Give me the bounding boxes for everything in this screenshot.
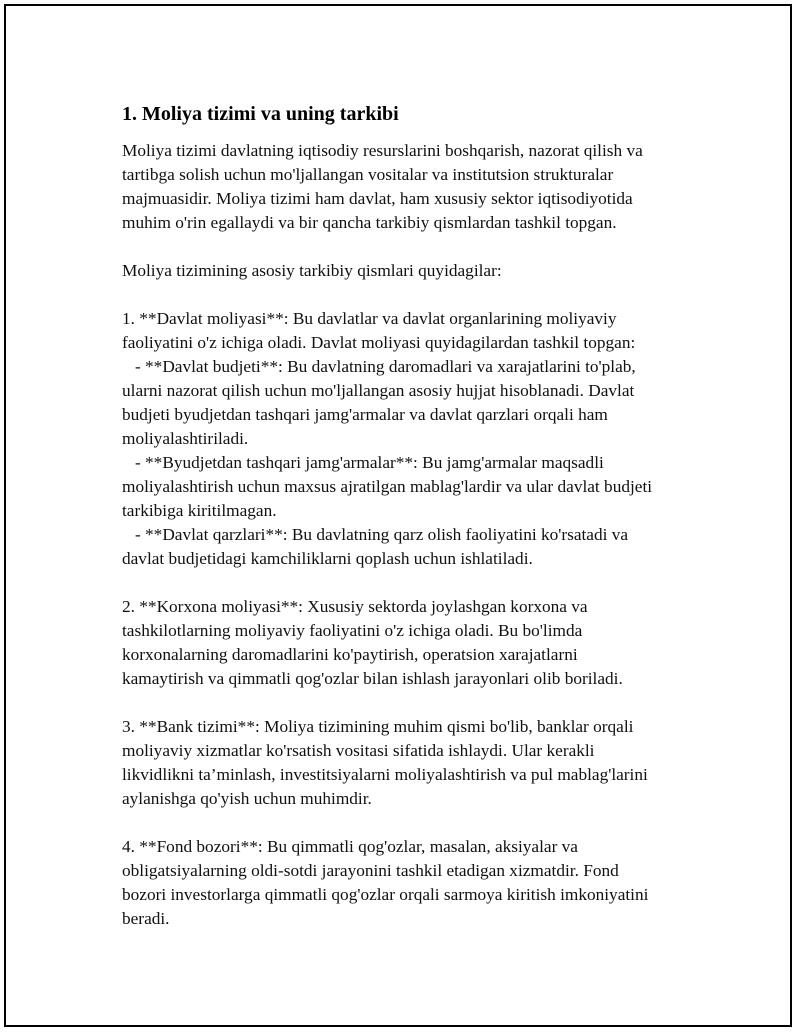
document-page — [4, 4, 792, 1027]
document-body — [122, 100, 692, 931]
item-davlat-moliyasi: 1. **Davlat moliyasi**: Bu davlatlar va davlat organlarining moliyaviy faoliyatini o'z ichiga oladi. Davlat moliyasi quyidagilardan tashkil topgan: - **Davlat budjeti**: Bu davlatning daromadlari va xarajatlarini to'plab, ularni nazorat qilish uchun mo'ljallangan asosiy hujjat hisoblanadi. Davlat budjeti byudjetdan tashqari jamg'armalar va davlat qarzlari orqali ham moliyalashtiriladi. - **Byudjetdan tashqari jamg'armalar**: Bu jamg'armalar maqsadli moliyalashtirish uchun maxsus ajratilgan mablag'lardir va ular davlat budjeti tarkibiga kiritilmagan. - **Davlat qarzlari**: Bu davlatning qarz olish faoliyatini ko'rsatadi va davlat budjetidagi kamchiliklarni qoplash uchun ishlatiladi. — [122, 309, 653, 568]
item-fond-bozori: 4. **Fond bozori**: Bu qimmatli qog'ozlar, masalan, aksiyalar va obligatsiyalarning oldi-sotdi jarayonini tashkil etadigan xizmatdir. Fond bozori investorlarga qimmatli qog'ozlar orqali sarmoya kiritish imkoniyatini beradi. — [122, 837, 649, 928]
components-intro-paragraph: Moliya tizimining asosiy tarkibiy qismlari quyidagilar: — [122, 261, 502, 280]
intro-paragraph: Moliya tizimi davlatning iqtisodiy resurslarini boshqarish, nazorat qilish va tartibga solish uchun mo'ljallangan vositalar va institutsion strukturalar majmuasidir. Moliya tizimi ham davlat, ham xususiy sektor iqtisodiyotida muhim o'rin egallaydi va bir qancha tarkibiy qismlardan tashkil topgan. — [122, 141, 643, 232]
item-korxona-moliyasi: 2. **Korxona moliyasi**: Xususiy sektorda joylashgan korxona va tashkilotlarning moliyaviy faoliyatini o'z ichiga oladi. Bu bo'limda korxonalarning daromadlarini ko'paytirish, operatsion xarajatlarni kamaytirish va qimmatli qog'ozlar bilan ishlash jarayonlari olib boriladi. — [122, 597, 623, 688]
section-title: 1. Moliya tizimi va uning tarkibi — [122, 103, 399, 125]
item-bank-tizimi: 3. **Bank tizimi**: Moliya tizimining muhim qismi bo'lib, banklar orqali moliyaviy xizmatlar ko'rsatish vositasi sifatida ishlaydi. Ular kerakli likvidlikni ta’minlash, investitsiyalarni moliyalashtirish va pul mablag'larini aylanishga qo'yish uchun muhimdir. — [122, 717, 648, 808]
